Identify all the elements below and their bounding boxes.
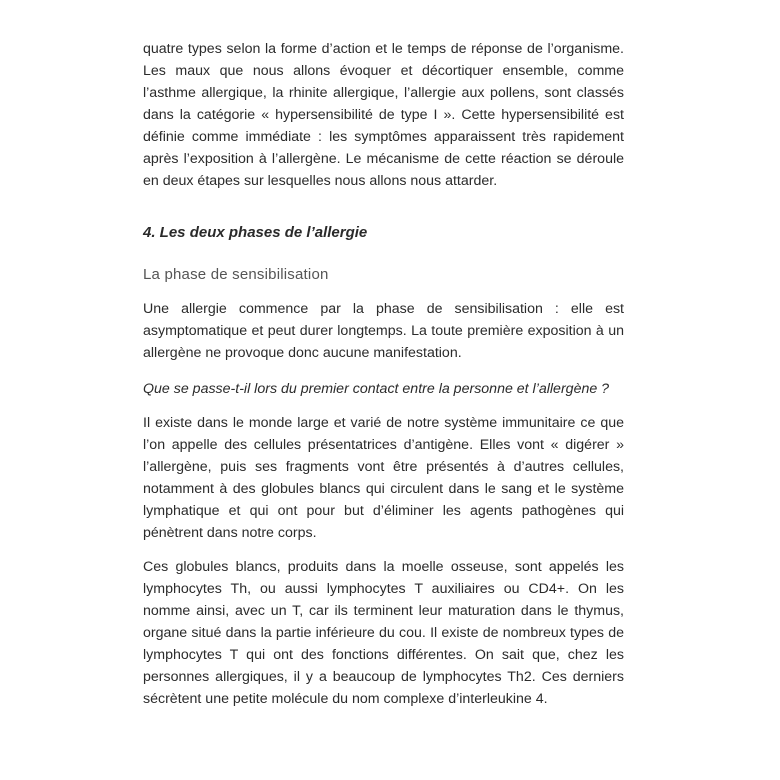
sub-heading: La phase de sensibilisation (143, 266, 329, 283)
question-line: Que se passe-t-il lors du premier contact entre la personne et l’allergène ? (143, 381, 610, 397)
lymphocytes-paragraph: Ces globules blancs, produits dans la moelle osseuse, sont appelés les lymphocytes Th, ou aussi lymphocytes T auxiliaires ou CD4+. On les nomme ainsi, avec un T, car ils terminent leur maturation dans le thymus, organe situé dans la partie inférieure du cou. Il existe de nombreux types de lymphocytes T qui ont des fonctions différentes. On sait que, chez les personnes allergiques, il y a beaucoup de lymphocytes Th2. Ces derniers sécrètent une petite molécule du nom complexe d’interleukine 4. (143, 559, 624, 707)
immune-cells-paragraph: Il existe dans le monde large et varié de notre système immunitaire ce que l’on appelle des cellules présentatrices d’antigène. Elles vont « digérer » l’allergène, puis ses fragments vont être présentés à d’autres cellules, notamment à des globules blancs qui circulent dans le sang et le système lymphatique et qui ont pour but d’éliminer les agents pathogènes qui pénètrent dans notre corps. (143, 415, 624, 541)
section-heading: 4. Les deux phases de l’allergie (143, 224, 368, 241)
document-page (143, 38, 624, 710)
intro-paragraph: quatre types selon la forme d’action et le temps de réponse de l’organisme. Les maux que nous allons évoquer et décortiquer ensemble, comme l’asthme allergique, la rhinite allergique, l’allergie aux pollens, sont classés dans la catégorie « hypersensibilité de type I ». Cette hypersensibilité est définie comme immédiate : les symptômes apparaissent très rapidement après l’exposition à l’allergène. Le mécanisme de cette réaction se déroule en deux étapes sur lesquelles nous allons nous attarder. (143, 41, 624, 189)
sensitization-paragraph: Une allergie commence par la phase de sensibilisation : elle est asymptomatique et peut durer longtemps. La toute première exposition à un allergène ne provoque donc aucune manifestation. (143, 301, 624, 361)
